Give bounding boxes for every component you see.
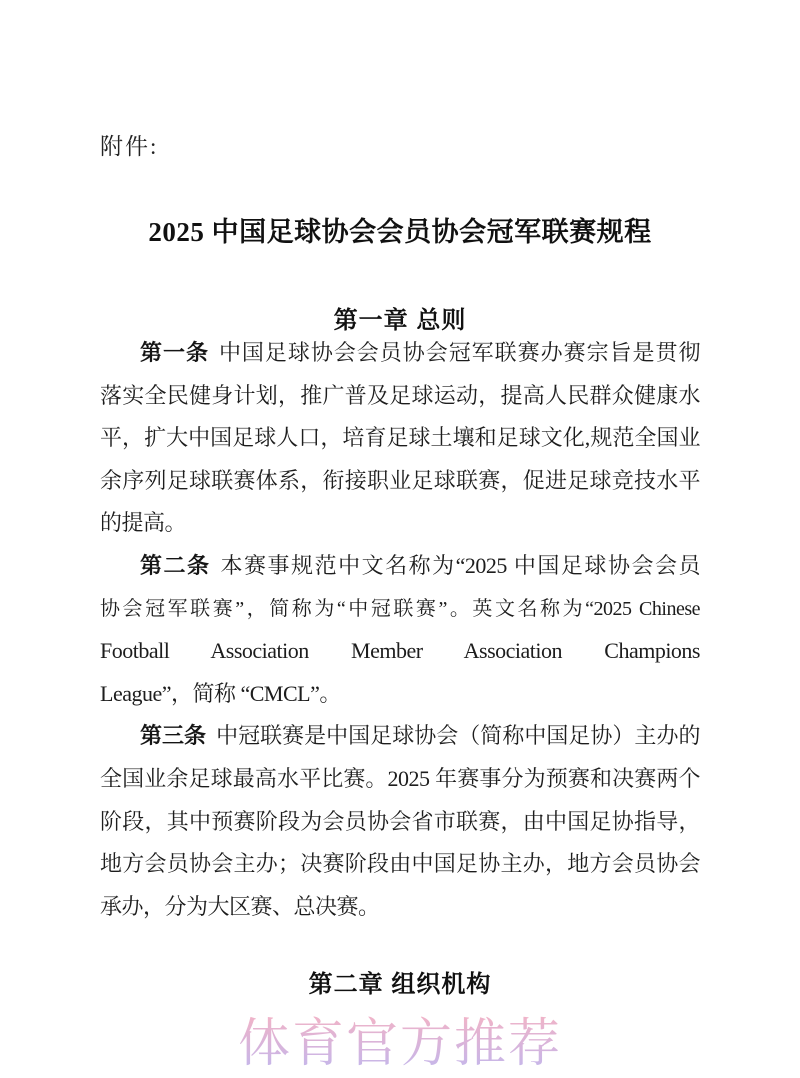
- article-number-label: 第二条: [140, 552, 211, 578]
- body-line-text: 地方会员协会主办；决赛阶段由中国足协主办，地方会员协会: [100, 851, 700, 877]
- body-line: [100, 843, 700, 886]
- article-number-label: 第一条: [140, 340, 209, 365]
- body-line-text: 本赛事规范中文名称为“2025 中国足球协会会员: [220, 552, 700, 578]
- body-line-text: 协会冠军联赛”，简称为“中冠联赛”。英文名称为“2025 Chinese: [100, 597, 700, 620]
- body-line-text: 中国足球协会会员协会冠军联赛办赛宗旨是贯彻: [218, 340, 700, 365]
- body-line-text: 的提高。: [100, 510, 187, 536]
- body-line: [100, 460, 700, 503]
- body-line-text: 中冠联赛是中国足球协会（简称中国足协）主办的: [216, 723, 700, 749]
- body-line: [100, 545, 700, 588]
- body-line: [100, 417, 700, 460]
- body-line: [100, 588, 700, 631]
- body-line: [100, 715, 700, 758]
- body-line-text: League”，简称 “CMCL”。: [100, 680, 341, 706]
- body-line: [100, 332, 700, 375]
- body-line-text: 平，扩大中国足球人口，培育足球土壤和足球文化,规范全国业: [100, 425, 700, 451]
- body-line-text: 全国业余足球最高水平比赛。2025 年赛事分为预赛和决赛两个: [100, 765, 700, 791]
- article-number-label: 第三条: [140, 723, 207, 749]
- body-line: [100, 886, 700, 929]
- body-line: [100, 673, 700, 716]
- chapter-two-heading: 第二章 组织机构: [308, 971, 492, 998]
- body-line: [100, 502, 700, 545]
- body-line-text: 落实全民健身计划，推广普及足球运动，提高人民群众健康水: [100, 382, 700, 408]
- body-line: [100, 375, 700, 418]
- body-line: [100, 630, 700, 673]
- body-line: [100, 758, 700, 801]
- body-line-text: 阶段，其中预赛阶段为会员协会省市联赛，由中国足协指导，: [100, 808, 700, 834]
- chapter-one-heading: 第一章 总则: [333, 307, 467, 334]
- body-line-text: 余序列足球联赛体系，衔接职业足球联赛，促进足球竞技水平: [100, 467, 700, 493]
- body-line-text: 承办，分为大区赛、总决赛。: [100, 893, 380, 919]
- document-title: 2025 中国足球协会会员协会冠军联赛规程: [148, 217, 652, 247]
- watermark-text: 体育官方推荐: [0, 1001, 800, 1076]
- body-line: [100, 801, 700, 844]
- body-text: [100, 332, 700, 928]
- body-line-text: Football Association Member Association Champions: [100, 638, 700, 664]
- attachment-label: 附件:: [100, 134, 159, 159]
